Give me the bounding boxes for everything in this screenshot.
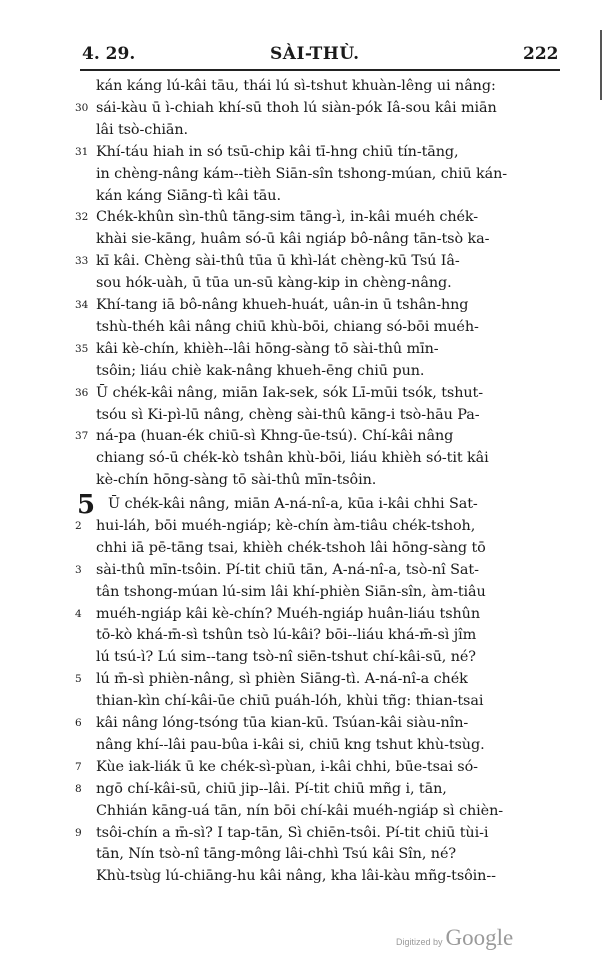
text-line: kán káng lú-kâi tāu, thái lú sì-tshut khuàn-lêng ui nâng: — [96, 78, 496, 94]
text-line: tō-kò khá-m̄-sì tshûn tsò lú-kâi? bōi--liáu khá-m̄-sì jîm — [96, 627, 477, 644]
text-line: kâi kè-chín, khièh--lâi hōng-sàng tō sài-thû mīn- — [96, 340, 439, 357]
verse-number: 7 — [75, 760, 82, 773]
text-line: sài-thû mīn-tsôin. Pí-tit chiū tān, A-ná-nî-a, tsò-nî Sat- — [96, 561, 479, 578]
verse-number: 37 — [75, 430, 89, 443]
text-line: ngō chí-kâi-sū, chiū jip--lâi. Pí-tit chiū mñg i, tān, — [96, 780, 447, 797]
text-line: tān, Nín tsò-nî tāng-mông lâi-chhì Tsú kâi Sîn, né? — [96, 846, 456, 863]
text-line: ná-pa (huan-ék chiū-sì Khng-ūe-tsú). Chí-kâi nâng — [96, 428, 454, 445]
text-line: Khí-táu hiah in só tsū-chip kâi tī-hng chiū tín-tāng, — [96, 143, 459, 160]
digitized-watermark — [396, 925, 513, 951]
text-line: Khí-tang iā bô-nâng khueh-huát, uân-in ū tshân-hng — [96, 297, 469, 313]
text-line: kī kâi. Chèng sài-thû tūa ū khì-lát chèng-kū Tsú Iâ- — [96, 253, 460, 270]
text-line: sou hók-uàh, ū tūa un-sū kàng-kip in chèng-nâng. — [96, 275, 452, 292]
watermark-prefix: Digitized by — [396, 937, 443, 947]
verse-number: 35 — [75, 342, 89, 355]
verse-number: 3 — [75, 563, 82, 576]
google-logo: Google — [445, 925, 514, 950]
text-line: Ū chék-kâi nâng, miān A-ná-nî-a, kūa i-kâi chhi Sat- — [108, 496, 478, 512]
verse-number: 33 — [75, 255, 89, 268]
text-line: nâng khí--lâi pau-bûa i-kâi si, chiū kng tshut khù-tsùg. — [96, 736, 485, 753]
text-line: muéh-ngiáp kâi kè-chín? Muéh-ngiáp huân-liáu tshûn — [96, 605, 481, 622]
text-line: kán káng Siāng-tì kâi tāu. — [96, 187, 281, 204]
text-line: kâi nâng lóng-tsóng tūa kian-kū. Tsúan-kâi siàu-nîn- — [96, 715, 469, 731]
text-line: Chék-khûn sìn-thû tāng-sim tāng-ì, in-kâi muéh chék- — [96, 209, 479, 226]
page-number: 222 — [523, 44, 559, 64]
text-line: sái-kàu ū ì-chiah khí-sū thoh lú siàn-pók Iâ-sou kâi miān — [96, 99, 497, 116]
verse-number: 6 — [75, 717, 82, 729]
page-edge-mark — [600, 30, 602, 100]
chapter-number: 5 — [77, 490, 96, 520]
verse-number: 4 — [75, 607, 82, 620]
verse-number: 2 — [75, 519, 82, 532]
text-line: tshù-théh kâi nâng chiū khù-bōi, chiang só-bōi muéh- — [96, 318, 479, 335]
verse-number: 30 — [75, 101, 89, 114]
text-line: tsôi-chín a m̄-sì? I tap-tān, Sì chiēn-tsôi. Pí-tit chiū tùi-i — [96, 824, 489, 841]
text-line: chiang só-ū chék-kò tshân khù-bōi, liáu khièh só-tit kâi — [96, 450, 489, 467]
text-line: Khù-tsùg lú-chiāng-hu kâi nâng, kha lâi-kàu mñg-tsôin-- — [96, 868, 496, 885]
text-line: chhi iā pē-tāng tsai, khièh chék-tshoh lâi hōng-sàng tō — [96, 539, 486, 556]
header-rule — [80, 69, 560, 71]
verse-number: 36 — [75, 386, 89, 399]
text-line: Kùe iak-liák ū ke chék-sì-pùan, i-kâi chhi, būe-tsai só- — [96, 758, 478, 775]
verse-number: 31 — [75, 145, 89, 158]
verse-number: 34 — [75, 299, 89, 311]
verse-number: 5 — [75, 673, 82, 686]
text-line: thian-kìn chí-kâi-ūe chiū puáh-lóh, khùi tñg: thian-tsai — [96, 693, 484, 710]
book-title: SÀI-THÙ. — [270, 44, 360, 64]
verse-number: 8 — [75, 782, 82, 795]
text-line: tsóu sì Ki-pì-lū nâng, chèng sài-thû kāng-i tsò-hāu Pa- — [96, 406, 480, 423]
text-line: tsôin; liáu chiè kak-nâng khueh-ēng chiū pun. — [96, 362, 425, 379]
verse-number: 32 — [75, 211, 89, 224]
text-line: khài sie-kāng, huâm só-ū kâi ngiáp bô-nâng tān-tsò ka- — [96, 231, 490, 248]
text-line: lú tsú-ì? Lú sim--tang tsò-nî siēn-tshut chí-kâi-sū, né? — [96, 649, 476, 666]
text-line: lâi tsò-chiān. — [96, 121, 189, 138]
text-line: Ū chék-kâi nâng, miān Iak-sek, sók Lī-mūi tsók, tshut- — [96, 384, 483, 401]
text-line: kè-chín hōng-sàng tō sài-thû mīn-tsôin. — [96, 472, 377, 489]
text-line: hui-láh, bōi muéh-ngiáp; kè-chín àm-tiâu chék-tshoh, — [96, 517, 476, 534]
text-line: tân tshong-múan lú-sim lâi khí-phièn Siān-sîn, àm-tiâu — [96, 583, 486, 600]
verse-number: 9 — [75, 826, 82, 839]
text-line: Chhián kāng-uá tān, nín bōi chí-kâi muéh-ngiáp sì chièn- — [96, 802, 504, 819]
text-line: in chèng-nâng kám--tièh Siān-sîn tshong-múan, chiū kán- — [96, 165, 508, 182]
text-line: lú m̄-sì phièn-nâng, sì phièn Siāng-tì. A-ná-nî-a chék — [96, 671, 468, 688]
chapter-verse-reference: 4. 29. — [82, 44, 136, 64]
